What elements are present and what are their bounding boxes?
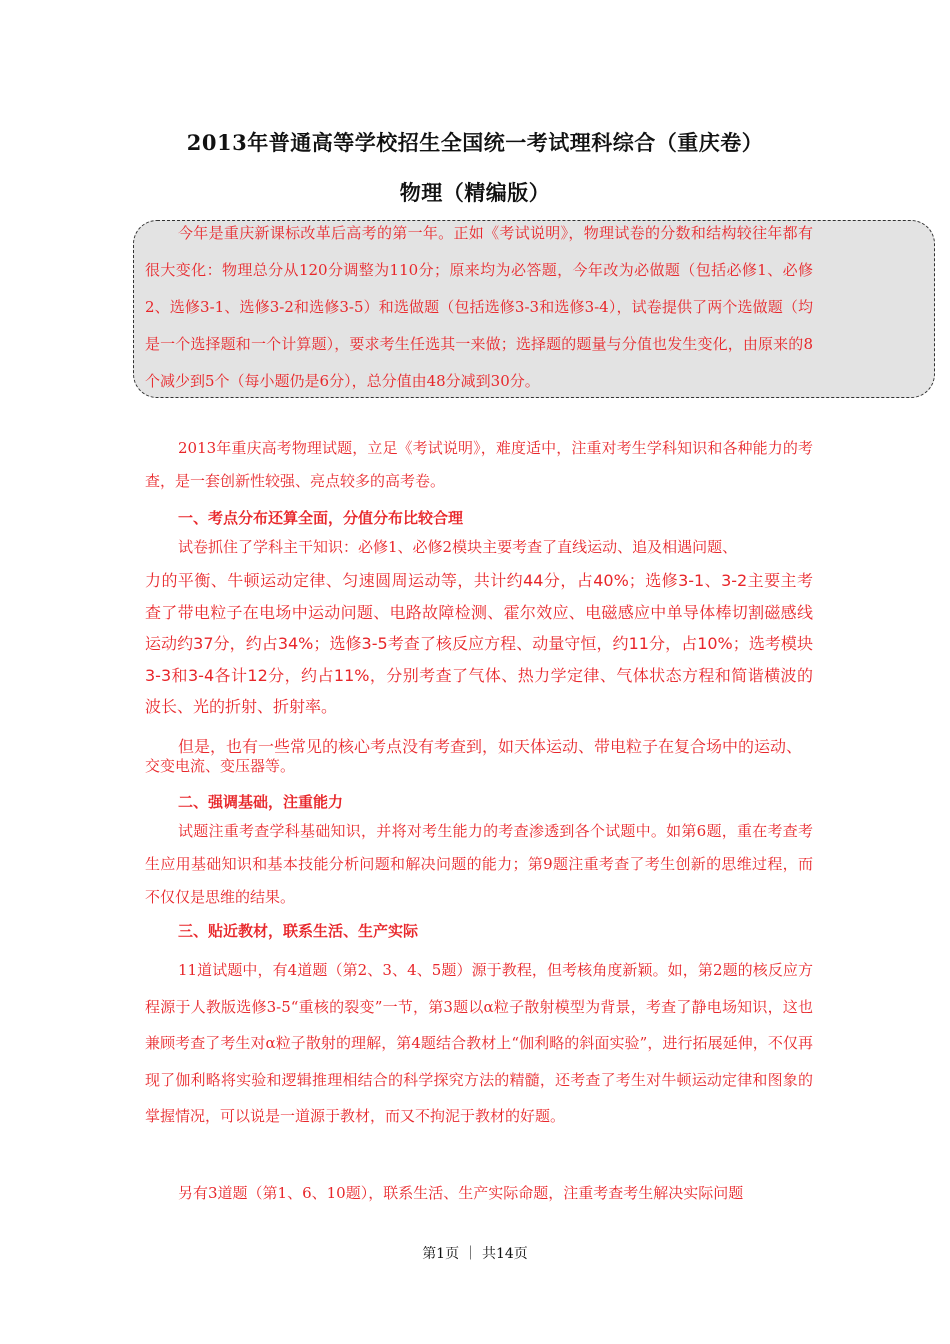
paragraph-3: 试题注重考查学科基础知识，并将对考生能力的考查渗透到各个试题中。如第6题，重在考查考生应用基础知识和基本技能分析问题和解决问题的能力；第9题注重考查了考生创新的思维过程，而不仅仅是思维的结果。 [145, 822, 813, 906]
paragraph-2-line-2: 交变电流、变压器等。 [145, 757, 296, 775]
section-heading-1: 一、考点分布还算全面，分值分布比较合理 [178, 509, 464, 527]
paragraph-1-body: 力的平衡、牛顿运动定律、匀速圆周运动等，共计约44分，占40%；选修3-1、3-2主要主考查了带电粒子在电场中运动问题、电路故障检测、霍尔效应、电磁感应中单导体棒切割磁感线运动约37分，约占34%；选修3-5考查了核反应方程、动量守恒，约11分，占10%；选考模块3-3和3-4各计12分，约占11%，分别考查了气体、热力学定律、气体状态方程和简谐横波的波长、光的折射、折射率。 [145, 571, 813, 716]
intro-paragraph: 今年是重庆新课标改革后高考的第一年。正如《考试说明》，物理试卷的分数和结构较往年都有很大变化：物理总分从120分调整为110分；原来均为必答题，今年改为必做题（包括必修1、必修2、选修3-1、选修3-2和选修3-5）和选做题（包括选修3-3和选修3-4），试卷提供了两个选做题（均是一个选择题和一个计算题），要求考生任选其一来做；选择题的题量与分值也发生变化，由原来的8个减少到5个（每小题仍是6分），总分值由48分减到30分。 [145, 224, 813, 390]
page-footer: 第1页 ｜ 共14页 [422, 1246, 528, 1262]
overview-paragraph: 2013年重庆高考物理试题，立足《考试说明》，难度适中，注重对考生学科知识和各种能力的考查，是一套创新性较强、亮点较多的高考卷。 [145, 439, 813, 490]
paragraph-4: 11道试题中，有4道题（第2、3、4、5题）源于教程，但考核角度新颖。如，第2题的核反应方程源于人教版选修3-5“重核的裂变”一节，第3题以α粒子散射模型为背景，考查了静电场知识，这也兼顾考查了考生对α粒子散射的理解，第4题结合教材上“伽利略的斜面实验”，进行拓展延伸，不仅再现了伽利略将实验和逻辑推理相结合的科学探究方法的精髓，还考查了考生对牛顿运动定律和图象的掌握情况，可以说是一道源于教材，而又不拘泥于教材的好题。 [145, 961, 813, 1125]
document-title: 2013年普通高等学校招生全国统一考试理科综合（重庆卷） [186, 130, 764, 155]
section-heading-2: 二、强调基础，注重能力 [178, 793, 344, 811]
section-heading-3: 三、贴近教材，联系生活、生产实际 [178, 922, 419, 940]
paragraph-1-line-1: 试卷抓住了学科主干知识：必修1、必修2模块主要考查了直线运动、追及相遇问题、 [178, 538, 738, 556]
paragraph-2-line-1: 但是，也有一些常见的核心考点没有考查到，如天体运动、带电粒子在复合场中的运动、 [178, 737, 803, 756]
paragraph-5: 另有3道题（第1、6、10题），联系生活、生产实际命题，注重考查考生解决实际问题 [178, 1184, 744, 1202]
document-subtitle: 物理（精编版） [399, 180, 551, 205]
